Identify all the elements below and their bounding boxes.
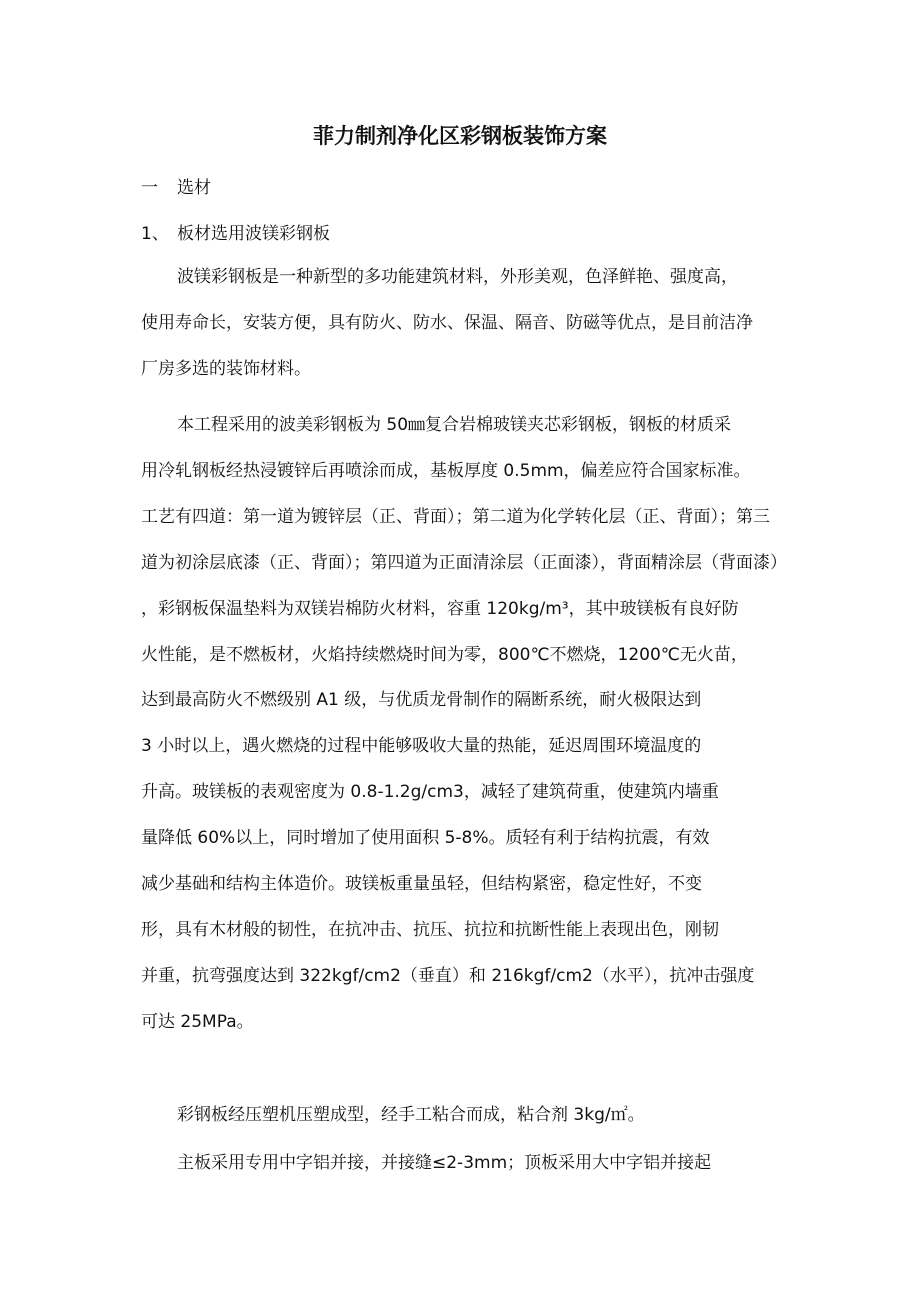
paragraph-1 — [141, 255, 781, 393]
paragraph-4 — [141, 1141, 781, 1187]
paragraph-line: 道为初涂层底漆（正、背面）；第四道为正面清涂层（正面漆），背面精涂层（背面漆） — [141, 552, 787, 573]
paragraph-line: 用冷轧钢板经热浸镀锌后再喷涂而成，基板厚度 0.5mm，偏差应符合国家标准。 — [141, 460, 751, 481]
paragraph-line: 火性能，是不燃板材，火焰持续燃烧时间为零，800℃不燃烧，1200℃无火苗， — [141, 644, 748, 665]
subsection-label: 板材选用波镁彩钢板 — [177, 224, 330, 244]
paragraph-line: ，彩钢板保温垫料为双镁岩棉防火材料，容重 120kg/m³，其中玻镁板有良好防 — [141, 598, 739, 619]
paragraph-line: 彩钢板经压塑机压塑成型，经手工粘合而成，粘合剂 3kg/㎡。 — [177, 1105, 645, 1125]
paragraph-line: 厂房多选的装饰材料。 — [141, 358, 311, 379]
paragraph-line: 量降低 60%以上，同时增加了使用面积 5-8%。质轻有利于结构抗震，有效 — [141, 828, 710, 849]
paragraph-line: 工艺有四道：第一道为镀锌层（正、背面）；第二道为化学转化层（正、背面）；第三 — [141, 506, 770, 527]
paragraph-line: 波镁彩钢板是一种新型的多功能建筑材料，外形美观，色泽鲜艳、强度高， — [177, 267, 738, 287]
subsection-number: 1、 — [141, 224, 169, 244]
paragraph-3 — [141, 1093, 781, 1139]
subsection-heading — [141, 219, 330, 244]
paragraph-2 — [141, 403, 787, 1046]
paragraph-line: 升高。玻镁板的表观密度为 0.8-1.2g/cm3，减轻了建筑荷重，使建筑内墙重 — [141, 782, 719, 803]
paragraph-line: 3 小时以上，遇火燃烧的过程中能够吸收大量的热能，延迟周围环境温度的 — [141, 736, 702, 757]
paragraph-line: 达到最高防火不燃级别 A1 级，与优质龙骨制作的隔断系统，耐火极限达到 — [141, 690, 702, 711]
paragraph-line: 本工程采用的波美彩钢板为 50㎜复合岩棉玻镁夹芯彩钢板，钢板的材质采 — [177, 415, 732, 435]
paragraph-line: 减少基础和结构主体造价。玻镁板重量虽轻，但结构紧密，稳定性好，不变 — [141, 874, 702, 895]
document-title: 菲力制剂净化区彩钢板装饰方案 — [313, 124, 607, 148]
paragraph-line: 使用寿命长，安装方便，具有防火、防水、保温、隔音、防磁等优点，是目前洁净 — [141, 312, 753, 333]
section-label: 选材 — [177, 178, 211, 198]
section-heading — [141, 173, 211, 198]
paragraph-line: 可达 25MPa。 — [141, 1011, 254, 1032]
paragraph-line: 并重，抗弯强度达到 322kgf/cm2（垂直）和 216kgf/cm2（水平），抗冲击强度 — [141, 965, 755, 986]
paragraph-line: 主板采用专用中字铝并接，并接缝≤2-3mm；顶板采用大中字铝并接起 — [177, 1153, 712, 1173]
section-number: 一 — [141, 178, 158, 198]
paragraph-line: 形，具有木材般的韧性，在抗冲击、抗压、抗拉和抗断性能上表现出色，刚韧 — [141, 919, 719, 940]
